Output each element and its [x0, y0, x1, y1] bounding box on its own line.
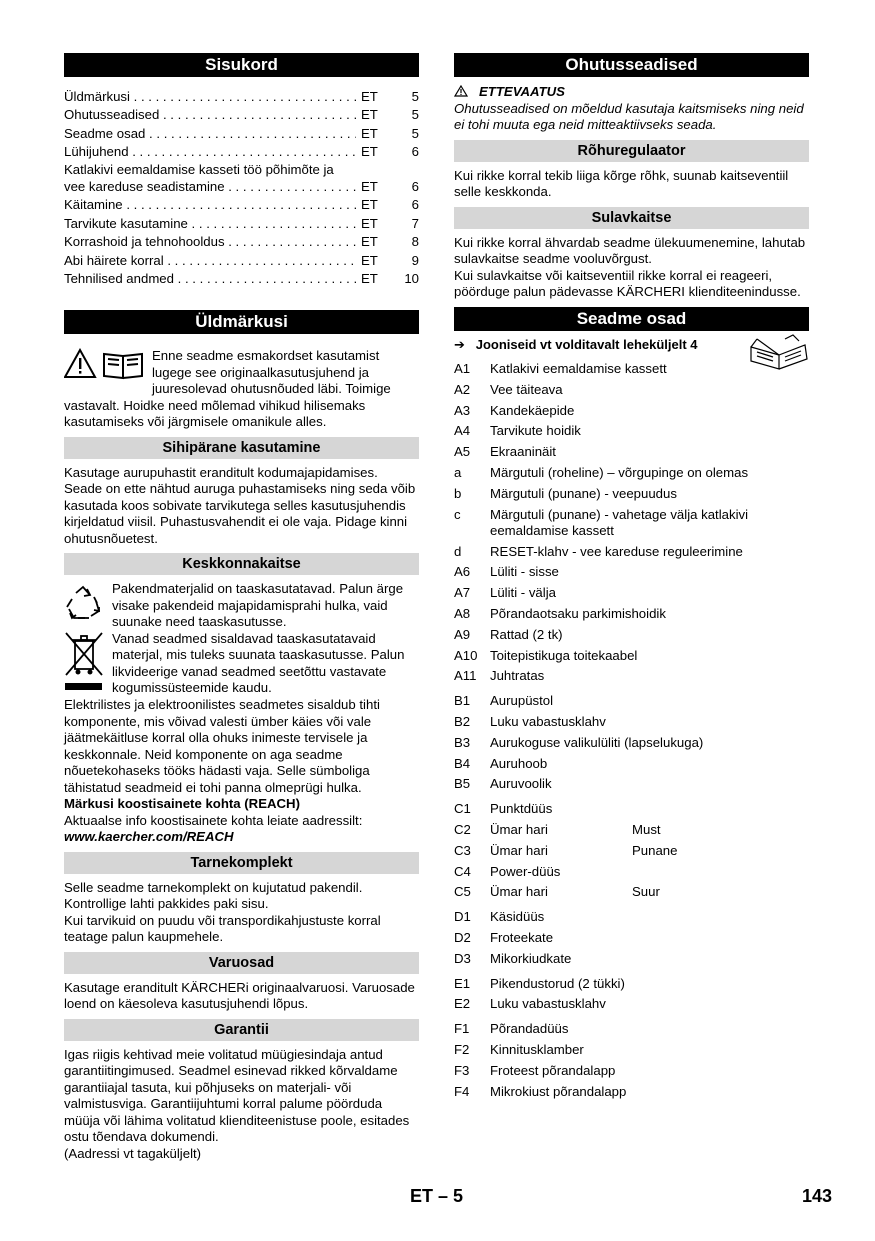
toc-entry-title: vee kareduse seadistamine . . .: [64, 178, 356, 196]
part-name: RESET-klahv - vee kareduse reguleerimine: [490, 543, 743, 559]
part-name: Lüliti - välja: [490, 585, 556, 601]
toc-entry-title: Seadme osad . . .: [64, 125, 356, 143]
part-code: C2: [454, 821, 471, 837]
part-item: [454, 1040, 809, 1061]
parts-heading: Seadme osad: [454, 307, 809, 331]
environment-text-2: Vanad seadmed sisaldavad taaskasutatavaid materjal, mis tuleks suunata taaskasutusse. Palun likvideerige vanad seadmed seetõttu vastavate kogumissüsteemide kaudu.: [112, 630, 405, 696]
toc-entry-title: Korrashoid ja tehnohooldus . . .: [64, 233, 356, 251]
part-name: Froteest põrandalapp: [490, 1062, 616, 1078]
delivery-text-2: Kui tarvikuid on puudu või transpordikahjustuste korral teatage palun kaupmehele.: [64, 912, 381, 945]
part-name: Ümar hari: [490, 821, 548, 837]
part-name: Luku vabastusklahv: [490, 996, 606, 1012]
part-item: [454, 380, 809, 401]
part-item: [454, 1019, 809, 1040]
toc-entry-lang: ET: [361, 89, 378, 104]
parts-list-c: [454, 799, 809, 903]
general-heading: Üldmärkusi: [64, 310, 419, 334]
fuse-text-1: Kui rikke korral ähvardab seadme ülekuumenemine, lahutab sulavkaitse seadme vooluvõrgust.: [454, 234, 806, 266]
part-name: Mikorkiudkate: [490, 950, 572, 966]
part-name: Auruhoob: [490, 755, 548, 771]
part-code: C5: [454, 884, 471, 900]
part-code: A11: [454, 668, 477, 684]
part-item: [454, 949, 809, 970]
part-code: D3: [454, 950, 471, 966]
part-name: Punktdüüs: [490, 801, 553, 817]
part-item: [454, 442, 809, 463]
part-code: E2: [454, 996, 471, 1012]
part-item: [454, 583, 809, 604]
toc-entry-title: Käitamine . . .: [64, 196, 356, 214]
toc-entry-title: Abi häirete korral . . .: [64, 252, 356, 270]
toc-entry-title: Tarvikute kasutamine . . .: [64, 215, 356, 233]
part-item: [454, 907, 809, 928]
part-code: C1: [454, 801, 471, 817]
part-name: Põrandadüüs: [490, 1021, 569, 1037]
part-code: F2: [454, 1041, 470, 1057]
page-number: 143: [802, 1186, 833, 1206]
toc-entry-page: 5: [411, 89, 419, 104]
reach-title: Märkusi koostisainete kohta (REACH): [64, 796, 300, 812]
part-item: [454, 542, 809, 563]
part-code: D2: [454, 929, 471, 945]
part-item: [454, 463, 809, 484]
toc-entry-title: Ohutusseadised . . .: [64, 106, 356, 124]
toc-entry-title: Üldmärkusi . . .: [64, 88, 356, 106]
toc-entry-lang: ET: [361, 252, 378, 268]
part-item: [454, 994, 809, 1015]
safety-heading: Ohutusseadised: [454, 53, 809, 77]
part-name: Power-düüs: [490, 863, 561, 879]
part-code: F3: [454, 1062, 470, 1078]
part-item: [454, 604, 809, 625]
toc-entry-page: 7: [411, 215, 419, 231]
part-item: [454, 666, 809, 687]
parts-reference-text: Jooniseid vt volditavalt leheküljelt 4: [475, 336, 698, 352]
spare-parts-heading: Varuosad: [64, 952, 419, 974]
part-code: C4: [454, 863, 471, 879]
toc-entry-lang: ET: [361, 197, 378, 213]
fuse-text-2: Kui sulavkaitse või kaitseventiil rikke korral ei reageeri, pöörduge palun pädevasse KÄRCHERI klienditeenindusse.: [454, 267, 801, 299]
part-item: [454, 820, 809, 841]
intended-use-heading: Sihipärane kasutamine: [64, 437, 419, 459]
part-item: [454, 799, 809, 820]
delivery-section: [64, 880, 419, 946]
part-name: Kandekäepide: [490, 402, 575, 418]
part-code: A1: [454, 361, 471, 376]
part-item: [454, 484, 809, 505]
part-code: A5: [454, 444, 471, 460]
warranty-heading: Garantii: [64, 1019, 419, 1041]
part-code: A10: [454, 647, 478, 663]
intended-use-text: Kasutage aurupuhastit eranditult kodumajapidamises. Seade on ette nähtud auruga puhastamiseks ning seda võib kasutada koos sobivate tarvikutega selles kasutusjuhendis kirjeldatud viisil. Puhastusvahendit ei ole vaja. Pidage kinni ohutusnõuetest.: [64, 464, 416, 546]
toc-entry-lang: ET: [361, 271, 378, 287]
environment-section: [64, 581, 419, 846]
part-item: [454, 928, 809, 949]
part-item: [454, 625, 809, 646]
part-name: Rattad (2 tk): [490, 626, 563, 642]
part-code: d: [454, 543, 462, 559]
spare-parts-text: Kasutage eranditult KÄRCHERi originaalvaruosi. Varuosade loend on käesoleva kasutusjuhendi lõpus.: [64, 979, 415, 1012]
part-code: D1: [454, 909, 471, 925]
part-name: Aurupüstol: [490, 693, 554, 709]
environment-heading: Keskkonnakaitse: [64, 553, 419, 575]
warranty-text: Igas riigis kehtivad meie volitatud müügiesindaja antud garantiitingimused. Seadmel esinevad rikked kõrvaldame garantiiajal tasuta, kui põhjuseks on materjali- või valmistusviga. Garantiijuhtumi korral palume pöörduda müüja või lähima volitatud klienditeenistuse poole, esitades ostu tõendava dokumendi.: [64, 1046, 410, 1145]
part-item: [454, 841, 809, 862]
toc-entry-line: Katlakivi eemaldamise kasseti töö põhimõte ja: [64, 161, 334, 177]
part-code: A9: [454, 626, 471, 642]
part-variant: Suur: [632, 884, 660, 900]
toc-entry[interactable]: [64, 106, 419, 124]
recycle-icon: [64, 585, 106, 626]
warranty-note: (Aadressi vt tagaküljelt): [64, 1145, 202, 1161]
delivery-text-1: Selle seadme tarnekomplekt on kujutatud pakendil. Kontrollige lahti pakkides paki sisu.: [64, 879, 363, 912]
toc-entry-page: 6: [411, 144, 419, 160]
part-name: Kinnitusklamber: [490, 1041, 584, 1057]
part-item: [454, 862, 809, 883]
part-code: B4: [454, 755, 471, 771]
general-text: Enne seadme esmakordset kasutamist lugege see originaalkasutusjuhend ja juuresolevad ohutusnõuded läbi. Toimige vastavalt. Hoidke need mõlemad vihikud hilisemaks kasutamiseks või järgmisele omanikule alles.: [64, 348, 391, 430]
parts-list-b: [454, 691, 809, 795]
part-name: Toitepistikuga toitekaabel: [490, 647, 638, 663]
caution-section: [454, 84, 809, 134]
part-name: Märgutuli (punane) - veepuudus: [490, 485, 677, 501]
parts-list-a: [454, 359, 809, 687]
part-code: F1: [454, 1021, 470, 1037]
toc-entry-page: 8: [411, 234, 419, 250]
parts-reference: [454, 337, 809, 354]
environment-text-3: Elektrilistes ja elektroonilistes seadmetes sisaldub tihti komponente, mis võivad valesti ümber käies või vale jäätmekäitluse korral olla ohuks inimeste tervisele ja keskkonnale. Neid komponente on aga seadme nõuetekohaseks tööks hädasti vaja. Selle sümboliga tähistatud seadmeid ei tohi panna olmeprügi hulka.: [64, 697, 380, 795]
part-name: Ekraaninäit: [490, 444, 556, 460]
toc-entry-lang: ET: [361, 215, 378, 231]
toc-entry-lang: ET: [361, 107, 378, 123]
toc-entry-page: 10: [404, 271, 419, 287]
toc-entry[interactable]: [64, 88, 419, 106]
part-code: E1: [454, 975, 471, 991]
arrow-right-icon: ➔: [454, 336, 465, 352]
part-name: Tarvikute hoidik: [490, 423, 581, 439]
part-name: Juhtratas: [490, 668, 545, 684]
parts-list-f: [454, 1019, 809, 1102]
part-code: A6: [454, 564, 471, 580]
parts-list-e: [454, 974, 809, 1016]
toc-entry[interactable]: [64, 233, 419, 251]
section-page-label: ET – 5: [410, 1186, 464, 1206]
part-code: A4: [454, 423, 471, 439]
toc-entry-page: 6: [411, 197, 419, 213]
part-item: [454, 754, 809, 775]
fuse-heading: Sulavkaitse: [454, 207, 809, 229]
part-name: Põrandaotsaku parkimishoidik: [490, 605, 666, 621]
part-name: Katlakivi eemaldamise kassett: [490, 361, 667, 376]
part-item: [454, 421, 809, 442]
part-name: Ümar hari: [490, 842, 548, 858]
toc-entry-page: 5: [411, 125, 419, 141]
part-name: Pikendustorud (2 tükki): [490, 975, 625, 991]
part-item: [454, 646, 809, 667]
toc-entry-lang: ET: [361, 234, 378, 250]
part-item: [454, 774, 809, 795]
part-code: B5: [454, 776, 471, 792]
part-name: Märgutuli (roheline) – võrgupinge on olemas: [490, 464, 749, 480]
part-code: A2: [454, 381, 471, 397]
warranty-section: [64, 1047, 419, 1163]
part-variant: Punane: [632, 842, 678, 858]
right-column: [454, 53, 809, 1102]
part-item: [454, 691, 809, 712]
toc-entry[interactable]: [64, 196, 419, 214]
part-name: Mikrokiust põrandalapp: [490, 1083, 627, 1099]
part-item: [454, 401, 809, 422]
part-variant: Must: [632, 821, 661, 837]
part-code: B2: [454, 713, 471, 729]
part-code: B1: [454, 693, 471, 709]
caution-label: ETTEVAATUS: [479, 84, 565, 99]
caution-warning-icon: [454, 84, 472, 99]
part-name: Luku vabastusklahv: [490, 713, 606, 729]
parts-list-d: [454, 907, 809, 969]
part-item: [454, 712, 809, 733]
toc-entry[interactable]: [64, 143, 419, 161]
part-name: Froteekate: [490, 929, 554, 945]
toc-entry-title: Tehnilised andmed . . .: [64, 270, 356, 288]
delivery-heading: Tarnekomplekt: [64, 852, 419, 874]
part-item: [454, 733, 809, 754]
part-item: [454, 974, 809, 995]
toc-heading: Sisukord: [64, 53, 419, 77]
part-code: B3: [454, 734, 471, 750]
pressure-regulator-text: Kui rikke korral tekib liiga kõrge rõhk, suunab kaitseventiil selle keskkonda.: [454, 167, 789, 199]
toc-entry-page: 9: [411, 252, 419, 268]
table-of-contents: [64, 88, 419, 288]
toc-entry[interactable]: [64, 252, 419, 270]
part-code: a: [454, 464, 462, 480]
toc-entry-title: Lühijuhend . . .: [64, 143, 356, 161]
foldout-page-icon: [749, 333, 809, 376]
warning-manual-icon: [64, 348, 146, 385]
pressure-regulator-heading: Rõhuregulaator: [454, 140, 809, 162]
part-name: Aurukoguse valikulüliti (lapselukuga): [490, 734, 704, 750]
environment-text-1: Pakendmaterjalid on taaskasutatavad. Palun ärge visake pakendeid majapidamisprahi hulka, vaid suunake need taaskasutusse.: [112, 581, 404, 630]
reach-text: Aktuaalse info koostisainete kohta leiate aadressilt:: [64, 812, 363, 828]
part-code: A8: [454, 605, 471, 621]
part-item: [454, 1082, 809, 1103]
part-code: F4: [454, 1083, 470, 1099]
toc-entry-lang: ET: [361, 179, 378, 195]
part-name: Lüliti - sisse: [490, 564, 559, 580]
part-code: C3: [454, 842, 471, 858]
part-item: [454, 562, 809, 583]
weee-bin-icon: [64, 631, 106, 698]
reach-url[interactable]: www.kaercher.com/REACH: [64, 829, 234, 845]
part-code: A3: [454, 402, 471, 418]
part-code: b: [454, 485, 462, 501]
part-code: A7: [454, 585, 471, 601]
toc-entry[interactable]: [64, 215, 419, 233]
part-code: c: [454, 506, 461, 522]
part-name: Auruvoolik: [490, 776, 552, 792]
toc-entry[interactable]: [64, 125, 419, 143]
part-name: Vee täiteava: [490, 381, 563, 397]
general-section: [64, 348, 419, 431]
part-item: [454, 1061, 809, 1082]
toc-entry[interactable]: [64, 178, 419, 196]
toc-entry-page: 5: [411, 107, 419, 123]
caution-text: Ohutusseadised on mõeldud kasutaja kaitsmiseks ning neid ei tohi muuta ega neid mitteaktiivseks seada.: [454, 100, 804, 132]
part-name: Käsidüüs: [490, 909, 545, 925]
toc-entry-lang: ET: [361, 125, 378, 141]
toc-entry-page: 6: [411, 179, 419, 195]
toc-entry[interactable]: [64, 270, 419, 288]
fuse-section: [454, 235, 809, 301]
toc-entry-lang: ET: [361, 144, 378, 160]
part-name: Märgutuli (punane) - vahetage välja katlakivi eemaldamise kassett: [490, 506, 749, 539]
left-column: [64, 53, 419, 1168]
part-item: [454, 505, 809, 542]
part-name: Ümar hari: [490, 884, 548, 900]
part-item: [454, 882, 809, 903]
